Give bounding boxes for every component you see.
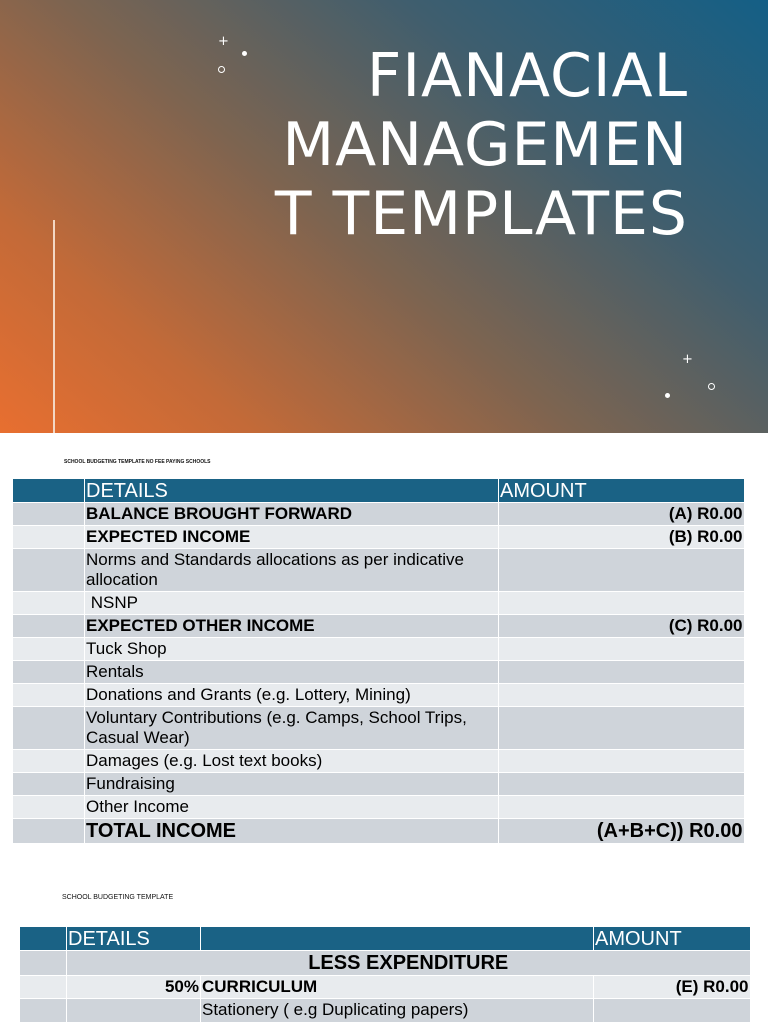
- total-amount: (A+B+C)) R0.00: [499, 819, 744, 843]
- amount-header: AMOUNT: [499, 479, 744, 503]
- row-label: Other Income: [85, 796, 499, 819]
- row-amount: [499, 592, 744, 615]
- ring-decoration-icon: [708, 383, 715, 390]
- table-header-row: [20, 927, 750, 951]
- row-amount: [499, 638, 744, 661]
- total-row: [13, 819, 744, 843]
- row-amount: [499, 549, 744, 592]
- table-header-row: [13, 479, 744, 503]
- row-label: Donations and Grants (e.g. Lottery, Mining): [85, 684, 499, 707]
- row-amount: [499, 661, 744, 684]
- slide-title: [168, 42, 688, 249]
- row-percent: 50%: [67, 976, 201, 999]
- table-row: [20, 999, 750, 1022]
- row-label: EXPECTED OTHER INCOME: [85, 615, 499, 638]
- vertical-accent-line: [53, 220, 55, 433]
- income-table-caption: SCHOOL BUDGETING TEMPLATE NO FEE PAYING SCHOOLS: [64, 459, 211, 465]
- row-label: Damages (e.g. Lost text books): [85, 750, 499, 773]
- row-percent: [67, 999, 201, 1022]
- row-label: Norms and Standards allocations as per indicative allocation: [85, 549, 499, 592]
- row-amount: [594, 999, 750, 1022]
- row-label: Tuck Shop: [85, 638, 499, 661]
- row-label: EXPECTED INCOME: [85, 526, 499, 549]
- expenditure-table: [19, 926, 750, 1022]
- total-label: TOTAL INCOME: [85, 819, 499, 843]
- row-amount: [499, 707, 744, 750]
- table-row: [13, 707, 744, 750]
- section-title: LESS EXPENDITURE: [67, 951, 750, 976]
- table-row: [20, 976, 750, 999]
- income-table: [12, 478, 744, 843]
- table-row: [13, 661, 744, 684]
- table-row: [13, 503, 744, 526]
- table-row: [13, 615, 744, 638]
- dot-decoration-icon: [665, 393, 670, 398]
- title-slide: [0, 0, 768, 433]
- expenditure-table-caption: SCHOOL BUDGETING TEMPLATE: [62, 894, 174, 901]
- row-amount: [499, 773, 744, 796]
- row-label: Fundraising: [85, 773, 499, 796]
- table-row: [13, 592, 744, 615]
- row-label: NSNP: [85, 592, 499, 615]
- details-header: DETAILS: [85, 479, 499, 503]
- row-label: CURRICULUM: [201, 976, 594, 999]
- row-amount: [499, 750, 744, 773]
- row-amount: (A) R0.00: [499, 503, 744, 526]
- row-amount: (B) R0.00: [499, 526, 744, 549]
- section-row: [20, 951, 750, 976]
- details-header: DETAILS: [67, 927, 201, 951]
- table-row: [13, 549, 744, 592]
- amount-header: AMOUNT: [594, 927, 750, 951]
- row-label: Rentals: [85, 661, 499, 684]
- table-row: [13, 638, 744, 661]
- plus-decoration-icon: +: [682, 352, 693, 367]
- slide-title-line-2: MANAGEMEN: [282, 110, 688, 180]
- table-row: [13, 526, 744, 549]
- row-label: Stationery ( e.g Duplicating papers): [201, 999, 594, 1022]
- row-label: Voluntary Contributions (e.g. Camps, School Trips, Casual Wear): [85, 707, 499, 750]
- table-row: [13, 773, 744, 796]
- plus-decoration-icon: +: [218, 34, 229, 49]
- row-amount: (C) R0.00: [499, 615, 744, 638]
- row-amount: (E) R0.00: [594, 976, 750, 999]
- table-row: [13, 750, 744, 773]
- row-amount: [499, 796, 744, 819]
- slide-title-line-3: T TEMPLATES: [274, 179, 688, 249]
- slide-title-line-1: FIANACIAL: [366, 41, 688, 111]
- row-label: BALANCE BROUGHT FORWARD: [85, 503, 499, 526]
- table-row: [13, 684, 744, 707]
- table-row: [13, 796, 744, 819]
- row-amount: [499, 684, 744, 707]
